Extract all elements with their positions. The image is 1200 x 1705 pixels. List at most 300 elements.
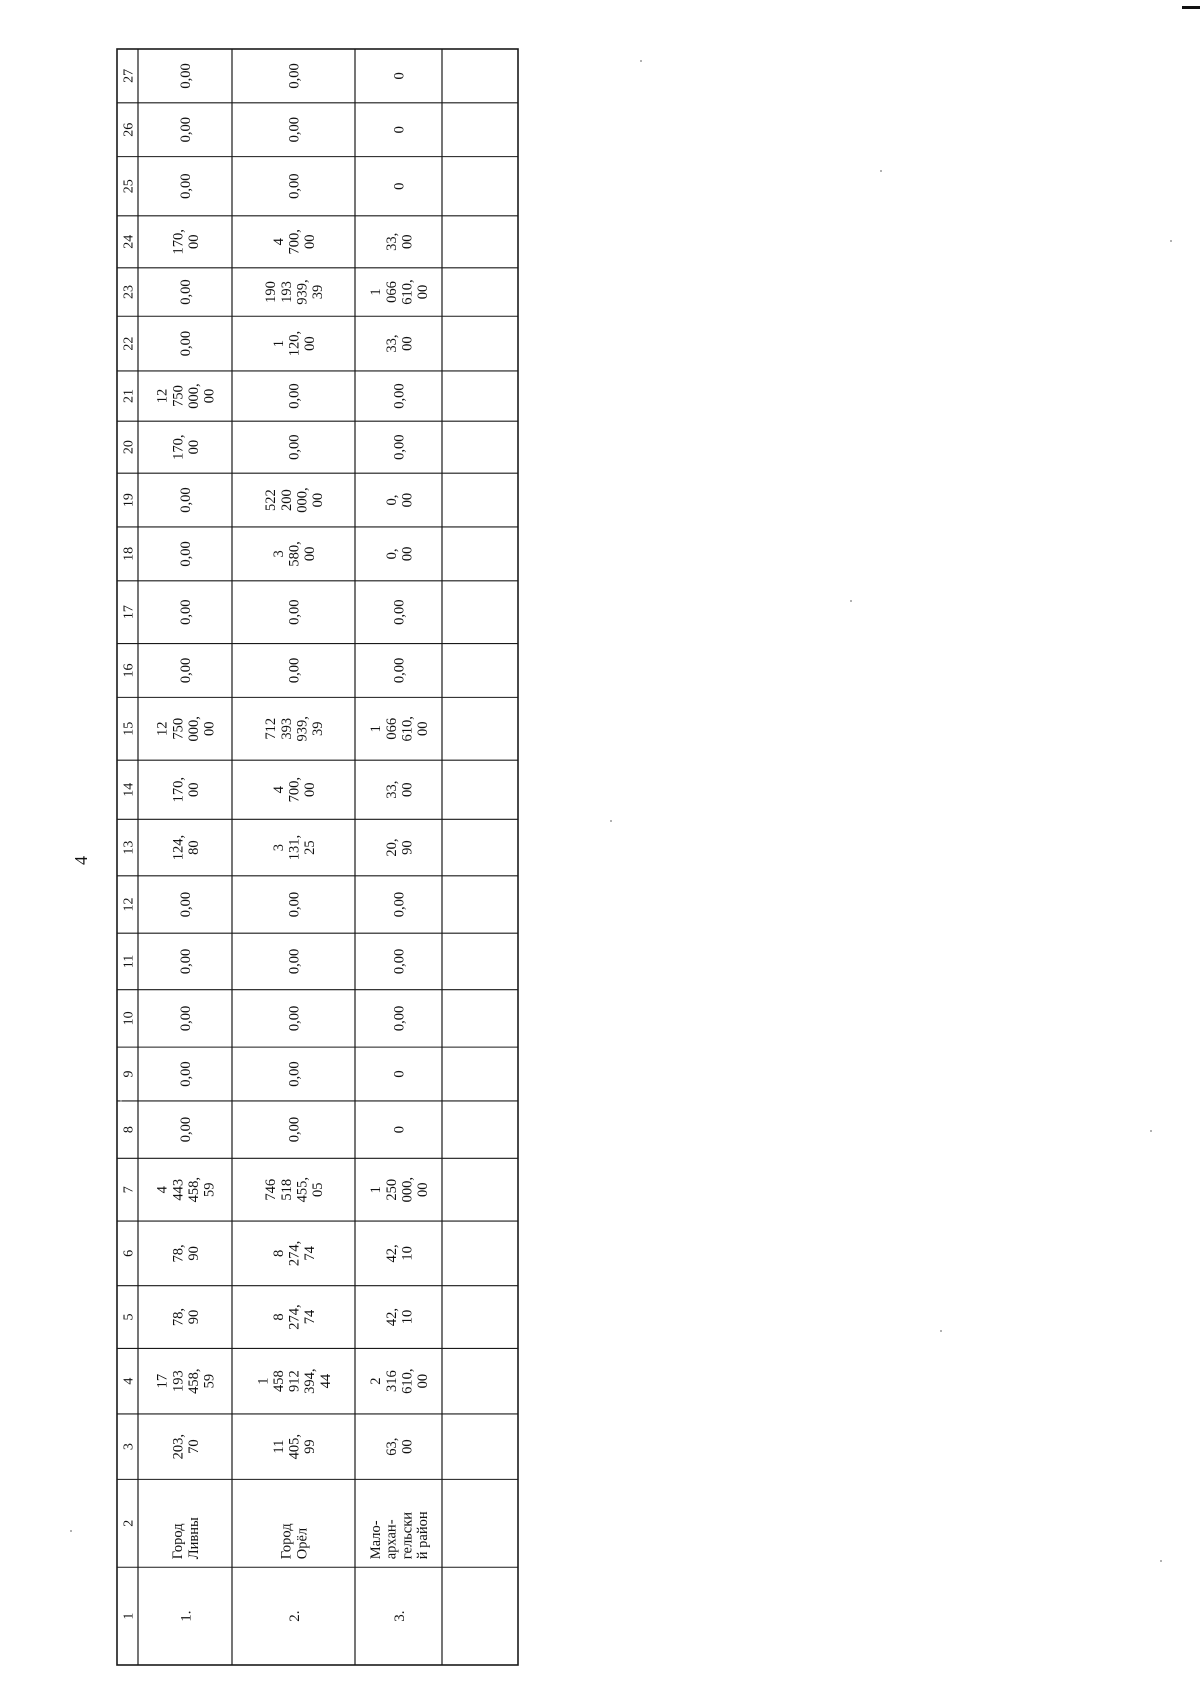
column-number (121, 663, 136, 677)
table-cell (271, 835, 318, 860)
column-number-line: 7 (121, 1186, 137, 1194)
column-number-line: 6 (121, 1249, 137, 1257)
table-cell-line: 912 (286, 1370, 303, 1393)
column-number-line: 22 (121, 336, 137, 351)
table-cell-line: 0,00 (178, 279, 195, 305)
table-cell (384, 493, 416, 508)
column-number-line: 20 (121, 440, 137, 455)
table-cell-line: 0,00 (178, 599, 195, 625)
table-cell-line: 00 (415, 1182, 432, 1197)
table-cell-line: 00 (399, 234, 416, 250)
table-cell (178, 658, 194, 683)
table-cell (178, 1006, 194, 1031)
table-cell-line: 74 (302, 1309, 319, 1325)
column-number-line: 21 (121, 389, 137, 404)
table-cell (263, 716, 326, 741)
table-cell-line: 170, (170, 777, 187, 803)
table-cell-line: 518 (278, 1178, 295, 1201)
column-number-line: 19 (121, 493, 137, 508)
table-cell (170, 1308, 202, 1326)
table-cell-line: 0,00 (178, 1116, 195, 1143)
table-cell (178, 63, 194, 88)
column-number-line: 26 (121, 122, 137, 137)
table-cell-line: 458 (270, 1370, 287, 1393)
table-cell-line: 78, (170, 1307, 187, 1327)
table-cell-line: 00 (302, 546, 319, 562)
row-name-line: Ливны (185, 1517, 202, 1560)
table-cell-line: 750 (170, 717, 187, 740)
table-cell-line: 394, (302, 1368, 319, 1394)
table-cell (368, 1368, 431, 1393)
table-cell-line: 17 (154, 1373, 171, 1389)
table-cell-line: 274, (286, 1304, 303, 1330)
table-cell-line: 190 (263, 281, 280, 303)
scan-speck (120, 1100, 122, 1102)
table-cell-line: 405, (286, 1433, 303, 1460)
table-cell-line: 12 (154, 388, 171, 404)
column-number (121, 179, 136, 193)
table-cell-line: 066 (383, 281, 400, 303)
table-cell-line: 00 (399, 1439, 416, 1454)
table-cell (392, 658, 408, 683)
table-cell (271, 331, 318, 356)
table-cell-line: 0,00 (178, 173, 195, 199)
table-cell (384, 1438, 416, 1456)
table-cell-line: 0,00 (391, 948, 408, 975)
table-cell (392, 949, 408, 974)
table-cell (384, 1308, 416, 1326)
table-cell-line: 939, (294, 279, 311, 305)
column-number (121, 1186, 136, 1193)
table-cell-line: 193 (170, 1370, 187, 1393)
table-cell-line: 0 (391, 1125, 408, 1134)
table-cell-line: 00 (310, 492, 327, 508)
table-cell-line: 0,00 (286, 891, 303, 918)
column-number-line: 25 (121, 179, 137, 194)
table-cell-line: 0,00 (286, 63, 303, 89)
table-cell (384, 335, 416, 353)
table-cell-line: 0,00 (178, 657, 195, 684)
table-cell (271, 1434, 318, 1459)
table-cell-line: 0,00 (391, 657, 408, 684)
scan-speck (1150, 1130, 1152, 1132)
table-cell-line: 200 (278, 489, 295, 511)
table-cell (178, 949, 194, 974)
table-cell (170, 434, 202, 459)
table-cell-line: 131, (286, 834, 303, 861)
column-number-line: 13 (121, 840, 137, 855)
table-cell-line: 170, (170, 434, 187, 460)
table-cell-line: 393 (278, 717, 295, 740)
row-name (170, 1517, 202, 1559)
table-cell-line: 0,00 (391, 891, 408, 918)
table-cell (392, 434, 408, 459)
table-cell (287, 1061, 303, 1086)
column-number-line: 16 (121, 663, 137, 678)
table-cell-line: 42, (383, 1244, 400, 1263)
table-cell-line: 458, (185, 1368, 202, 1394)
table-cell-line: 80 (185, 840, 202, 855)
table-cell-line: 1 (270, 339, 287, 348)
column-number (121, 1520, 136, 1527)
table-cell-line: 3 (270, 550, 287, 558)
table-cell-line: 0,00 (391, 599, 408, 625)
row-number-line: 2. (286, 1610, 303, 1622)
column-number-line: 23 (121, 285, 137, 300)
table-cell-line: 274, (286, 1240, 303, 1267)
table-cell-line: 39 (310, 284, 327, 300)
table-cell-line: 00 (399, 546, 416, 562)
column-number-line: 15 (121, 721, 137, 736)
column-number (121, 955, 136, 968)
table-cell-line: 0,00 (286, 1116, 303, 1143)
table-cell (392, 383, 408, 408)
column-number (121, 841, 136, 855)
table-cell-line: 455, (294, 1177, 311, 1203)
scan-speck (850, 600, 852, 602)
table-cell-line: 4 (154, 1186, 171, 1194)
scan-speck (610, 820, 612, 822)
table-cell-line: 59 (201, 1182, 218, 1197)
row-name-line: й район (415, 1511, 432, 1560)
row-name (279, 1523, 311, 1559)
row-name-line: Город (170, 1523, 187, 1560)
table-cell-line: 203, (170, 1433, 187, 1460)
table-cell-line: 0,00 (178, 1005, 195, 1032)
table-cell-line: 39 (310, 721, 327, 737)
table-cell-line: 0, (383, 548, 400, 560)
table-cell (155, 716, 218, 741)
table-cell-line: 0,00 (286, 1061, 303, 1087)
table-cell (384, 839, 416, 857)
table-cell (287, 117, 303, 142)
column-number-line: 18 (121, 546, 137, 561)
table-cell (170, 229, 202, 254)
column-number (121, 605, 136, 619)
table-cell (155, 1368, 218, 1393)
table-cell-line: 8 (270, 1249, 287, 1258)
table-cell (287, 658, 303, 683)
table-cell (178, 331, 194, 356)
table-cell-line: 59 (201, 1373, 218, 1389)
table-cell-line: 33, (383, 232, 400, 251)
table-cell (287, 63, 303, 88)
table-cell-line: 33, (383, 334, 400, 353)
table-cell-line: 700, (286, 777, 303, 803)
table-cell-line: 0,00 (286, 173, 303, 199)
column-number-line: 14 (121, 782, 137, 797)
table-cell-line: 90 (185, 1309, 202, 1325)
table-cell-line: 0 (391, 72, 408, 80)
table-cell-line: 63, (383, 1437, 400, 1456)
table-cell (178, 174, 194, 199)
table-cell (392, 1126, 408, 1133)
column-number (121, 285, 136, 299)
table-cell (384, 233, 416, 251)
column-number-line: 24 (121, 234, 137, 249)
table-cell-line: 00 (415, 721, 432, 737)
table-cell-line: 0,00 (286, 657, 303, 684)
table-cell-line: 00 (399, 782, 416, 797)
table-cell-line: 066 (383, 717, 400, 740)
table-cell-line: 0,00 (286, 599, 303, 625)
table-cell-line: 750 (170, 385, 187, 407)
table-cell-line: 1 (255, 1377, 272, 1385)
table-cell-line: 000, (185, 716, 202, 742)
table-cell (263, 487, 326, 512)
table-cell-line: 33, (383, 780, 400, 799)
table-cell-line: 712 (263, 717, 280, 740)
table-cell-line: 90 (185, 1246, 202, 1261)
table-cell-line: 4 (270, 786, 287, 794)
column-number (121, 69, 136, 83)
column-number-line: 27 (121, 68, 137, 83)
table-cell-line: 99 (302, 1439, 319, 1454)
column-number-line: 8 (121, 1126, 137, 1134)
table-cell (287, 174, 303, 199)
table-cell-line: 0,00 (178, 330, 195, 357)
table-cell-line: 4 (270, 238, 287, 246)
table-cell-line: 20, (383, 838, 400, 857)
table-cell-line: 250 (383, 1178, 400, 1201)
table-cell-line: 0,00 (178, 117, 195, 143)
column-number-line: 12 (121, 897, 137, 912)
column-number (121, 440, 136, 454)
table-cell (287, 599, 303, 624)
table-cell-line: 316 (383, 1370, 400, 1393)
table-cell-line: 10 (399, 1309, 416, 1325)
table-cell (392, 599, 408, 624)
column-number-line: 1 (121, 1612, 137, 1620)
row-name-line: Город (278, 1523, 295, 1560)
table-cell (287, 1117, 303, 1142)
row-name-line: архан- (383, 1519, 400, 1560)
column-number (121, 1011, 136, 1025)
table-cell-line: 610, (399, 279, 416, 305)
table-cell-line: 00 (185, 439, 202, 455)
column-number (121, 783, 136, 797)
table-cell-line: 1 (368, 288, 385, 296)
table-cell (368, 1177, 431, 1202)
page-number: 4 (71, 856, 91, 865)
table-cell (271, 777, 318, 802)
table-cell-line: 0 (391, 126, 408, 134)
table-cell (384, 781, 416, 799)
table-cell-line: 00 (185, 234, 202, 250)
table-cell (392, 126, 408, 133)
table-cell-line: 2 (368, 1377, 385, 1385)
row-number (392, 1611, 408, 1622)
table-cell-line: 746 (263, 1178, 280, 1201)
table-cell-line: 610, (399, 716, 416, 742)
column-number-line: 11 (121, 954, 137, 969)
table-cell (392, 1070, 408, 1077)
scan-speck (880, 170, 882, 172)
table-cell-line: 00 (185, 782, 202, 797)
table-cell-line: 939, (294, 716, 311, 742)
table-cell-line: 74 (302, 1246, 319, 1261)
table-cell (178, 541, 194, 566)
table-cell-line: 000, (399, 1177, 416, 1203)
table-cell-line: 0 (391, 1070, 408, 1078)
row-number-line: 1. (178, 1610, 195, 1622)
row-name-line: Мало- (368, 1520, 385, 1560)
table-cell-line: 0, (383, 494, 400, 506)
table-cell-line: 00 (302, 782, 319, 797)
table-cell-line: 90 (399, 840, 416, 855)
column-number (121, 1250, 136, 1257)
table-cell (155, 1177, 218, 1202)
table-cell-line: 0,00 (178, 1061, 195, 1087)
table-cell-line: 124, (170, 834, 187, 861)
table-cell (271, 1304, 318, 1329)
column-number-line: 4 (121, 1377, 137, 1385)
table-cell (287, 892, 303, 917)
table-cell-line: 10 (399, 1246, 416, 1261)
table-cell-line: 0,00 (286, 948, 303, 975)
table-cell-line: 458, (185, 1177, 202, 1203)
table-cell-line: 00 (201, 388, 218, 404)
table-cell (178, 279, 194, 304)
table-cell-line: 05 (310, 1182, 327, 1197)
table-cell (178, 487, 194, 512)
scan-speck (1160, 1560, 1162, 1562)
column-number (121, 1613, 136, 1620)
table-cell (178, 117, 194, 142)
table-cell (384, 1244, 416, 1262)
table-cell (287, 949, 303, 974)
table-cell-line: 522 (263, 489, 280, 511)
table-cell-line: 12 (154, 721, 171, 737)
row-name (368, 1511, 431, 1559)
column-number (121, 123, 136, 137)
scan-speck (940, 1330, 942, 1332)
column-number (121, 1314, 136, 1321)
table-cell (263, 279, 326, 304)
table-cell-line: 0,00 (391, 1005, 408, 1032)
table-cell-line: 00 (399, 336, 416, 351)
table-cell (178, 599, 194, 624)
table-cell-line: 3 (270, 843, 287, 852)
table-cell-line: 0,00 (286, 1005, 303, 1032)
table-cell (392, 1006, 408, 1031)
table-cell (170, 1244, 202, 1262)
column-number (121, 1071, 136, 1078)
row-number (287, 1611, 303, 1622)
table-cell (271, 1241, 318, 1266)
table-cell (287, 1006, 303, 1031)
table-cell-line: 0,00 (391, 434, 408, 460)
table-cell-line: 170, (170, 229, 187, 255)
table-cell (392, 183, 408, 190)
table-cell (178, 892, 194, 917)
table-cell-line: 00 (399, 492, 416, 508)
table-cell-line: 42, (383, 1307, 400, 1327)
table-cell-line: 0,00 (178, 948, 195, 975)
column-number (121, 1126, 136, 1133)
table-cell-line: 0,00 (178, 891, 195, 918)
table-cell (384, 547, 416, 562)
table-cell-line: 44 (317, 1373, 334, 1389)
table-cell-line: 0,00 (178, 487, 195, 513)
column-number (121, 493, 136, 507)
table-cell-line: 00 (201, 721, 218, 737)
table-cell-line: 193 (278, 281, 295, 303)
column-number (121, 1443, 136, 1450)
table-cell (368, 279, 431, 304)
row-number-line: 3. (391, 1610, 408, 1622)
table-cell-line: 580, (286, 541, 303, 567)
table-cell-line: 0,00 (286, 117, 303, 143)
table-cell-line: 0,00 (286, 434, 303, 460)
table-cell (392, 72, 408, 79)
table-cell (255, 1368, 334, 1393)
table-cell-line: 1 (368, 1186, 385, 1194)
table-cell-line: 0,00 (286, 383, 303, 409)
table-cell (392, 892, 408, 917)
table-cell (263, 1177, 326, 1202)
column-number (121, 722, 136, 736)
table-cell (170, 777, 202, 802)
column-number-line: 2 (121, 1519, 137, 1527)
column-number (121, 898, 136, 912)
table-cell (271, 229, 318, 254)
table-cell-line: 0,00 (178, 63, 195, 89)
table-cell-line: 00 (415, 1373, 432, 1389)
column-number-line: 5 (121, 1313, 137, 1321)
row-name-line: Орёл (294, 1527, 311, 1560)
column-number-line: 17 (121, 605, 137, 620)
scan-speck (1170, 240, 1172, 242)
table-cell-line: 443 (170, 1178, 187, 1201)
table-cell-line: 70 (185, 1439, 202, 1454)
column-number-line: 3 (121, 1443, 137, 1451)
row-name-line: гельски (399, 1511, 416, 1560)
table-cell-line: 000, (185, 383, 202, 409)
scan-speck (70, 1530, 72, 1532)
table-cell (155, 383, 218, 408)
table-cell-line: 78, (170, 1244, 187, 1263)
table-cell (287, 383, 303, 408)
table-cell-line: 0 (391, 182, 408, 190)
table-cell-line: 120, (286, 330, 303, 357)
table-cell-line: 00 (302, 234, 319, 250)
table-cell-line: 00 (415, 284, 432, 300)
column-number-line: 9 (121, 1070, 137, 1078)
table-cell-line: 700, (286, 229, 303, 255)
table-cell-line: 25 (302, 840, 319, 855)
table-cell-line: 0,00 (391, 383, 408, 409)
table-cell-line: 1 (368, 725, 385, 733)
table-cell-line: 00 (302, 336, 319, 351)
table-cell-line: 8 (270, 1313, 287, 1321)
column-number (121, 235, 136, 249)
column-number (121, 1378, 136, 1385)
table-cell-line: 11 (270, 1439, 287, 1454)
column-number (121, 337, 136, 351)
table-cell (271, 541, 318, 566)
column-number (121, 389, 136, 403)
table-cell-line: 000, (294, 487, 311, 513)
table-cell-line: 610, (399, 1368, 416, 1394)
table-cell (368, 716, 431, 741)
table-cell (287, 434, 303, 459)
table-cell (170, 1434, 202, 1459)
table-cell (178, 1061, 194, 1086)
column-number-line: 10 (121, 1011, 137, 1026)
table-cell-line: 0,00 (178, 541, 195, 567)
row-number (178, 1611, 194, 1622)
